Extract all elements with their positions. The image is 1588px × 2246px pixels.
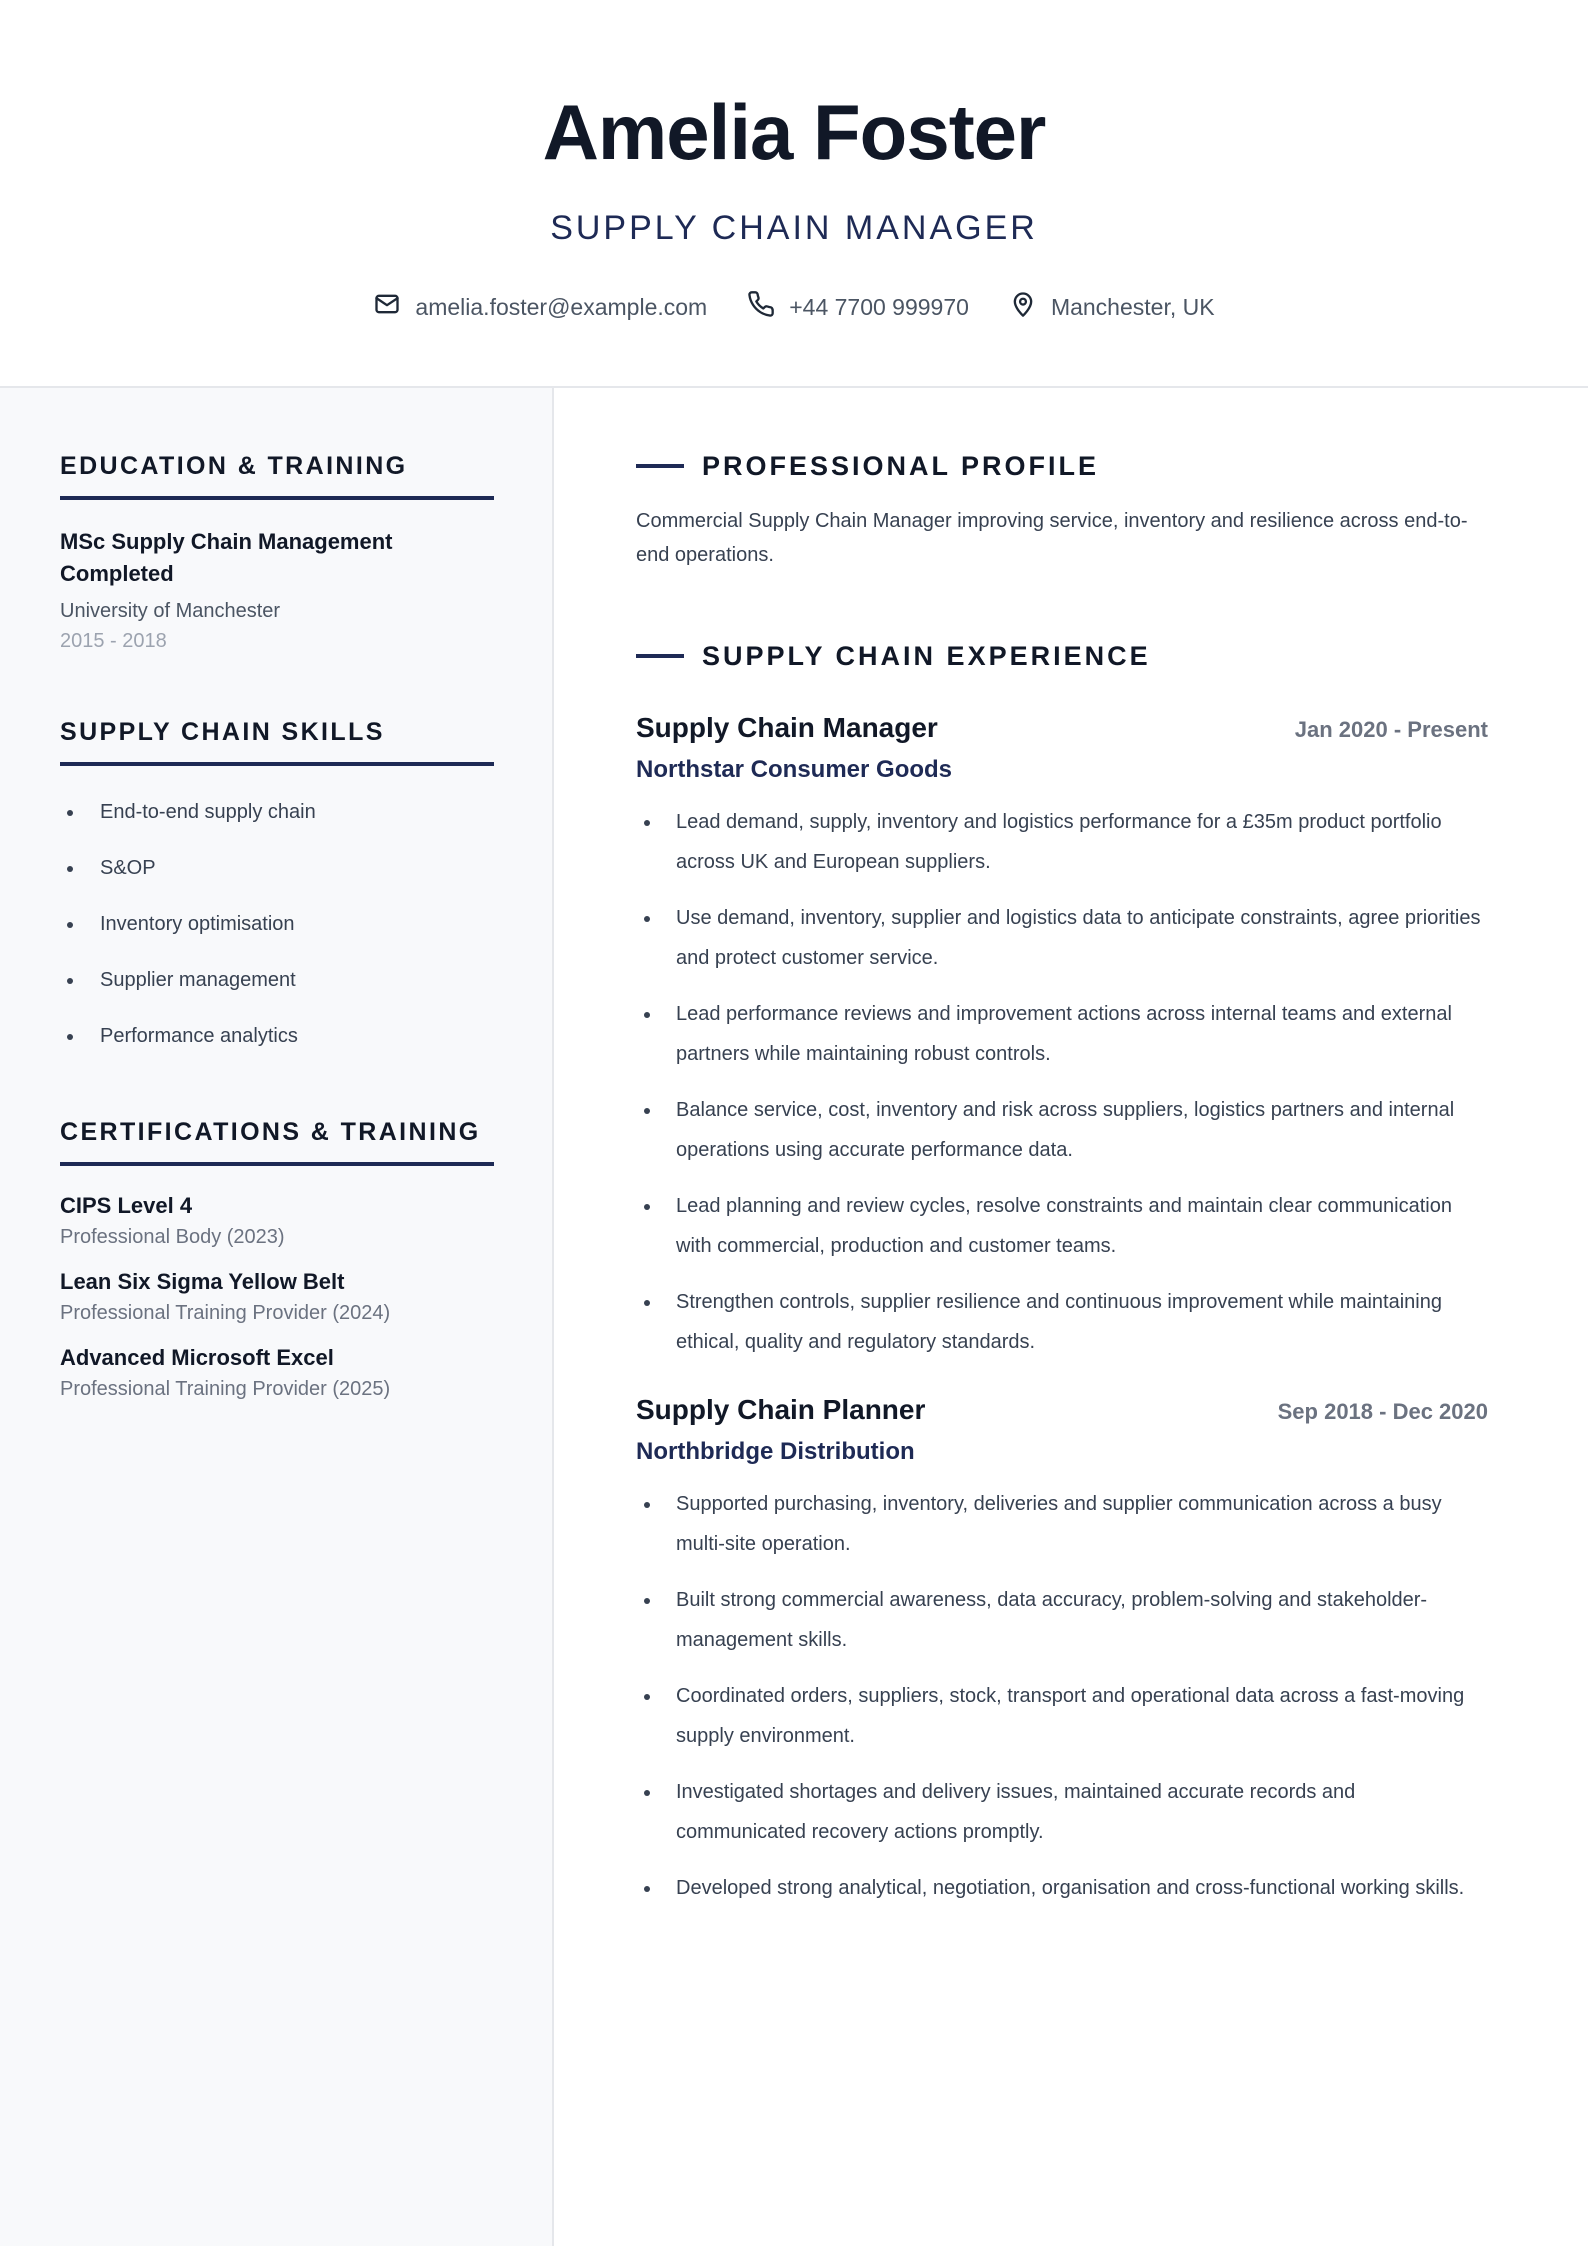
certification-item: [60, 1190, 494, 1252]
education-title: EDUCATION & TRAINING: [60, 450, 494, 500]
profile-title: [636, 448, 1488, 484]
phone-text: +44 7700 999970: [789, 293, 969, 320]
certification-name: Advanced Microsoft Excel: [60, 1345, 334, 1370]
experience-title-text: SUPPLY CHAIN EXPERIENCE: [702, 641, 1151, 671]
map-pin-icon: [1009, 290, 1037, 324]
certification-org: Professional Body (2023): [60, 1226, 285, 1248]
contact-phone[interactable]: [747, 290, 969, 324]
contact-email[interactable]: [373, 290, 707, 324]
list-item: Built strong commercial awareness, data accuracy, problem-solving and stakeholder-management skills.: [636, 1580, 1488, 1660]
job-dates: Jan 2020 - Present: [1294, 717, 1488, 742]
list-item: Supported purchasing, inventory, deliveries and supplier communication across a busy multi-site operation.: [636, 1484, 1488, 1564]
education-section: [60, 450, 494, 656]
job-dates: Sep 2018 - Dec 2020: [1277, 1399, 1488, 1424]
skills-list: [60, 784, 494, 1064]
skills-section: [60, 716, 494, 1064]
education-school: University of Manchester: [60, 600, 281, 622]
experience-section: [636, 638, 1488, 1924]
list-item: Inventory optimisation: [60, 896, 494, 952]
experience-title: [636, 638, 1488, 674]
list-item: Balance service, cost, inventory and risk across suppliers, logistics partners and internal operations using accurate performance data.: [636, 1090, 1488, 1170]
job-company: Northstar Consumer Goods: [636, 756, 953, 783]
candidate-role: SUPPLY CHAIN MANAGER: [550, 209, 1038, 247]
job-entry: [636, 710, 1488, 1362]
list-item: Lead demand, supply, inventory and logistics performance for a £35m product portfolio across UK and European suppliers.: [636, 802, 1488, 882]
certifications-section: [60, 1116, 494, 1404]
title-accent-bar: [636, 654, 684, 658]
job-bullets: [636, 1484, 1488, 1908]
resume-header: [0, 0, 1588, 386]
location-text: Manchester, UK: [1050, 293, 1215, 320]
list-item: Lead planning and review cycles, resolve constraints and maintain clear communication with commercial, production and customer teams.: [636, 1186, 1488, 1266]
candidate-name: Amelia Foster: [542, 88, 1046, 176]
job-company: Northbridge Distribution: [636, 1438, 915, 1465]
job-header: [636, 710, 1488, 746]
list-item: Supplier management: [60, 952, 494, 1008]
mail-icon: [373, 290, 401, 324]
profile-section: [636, 448, 1488, 572]
education-years: 2015 - 2018: [60, 630, 167, 652]
certifications-title: CERTIFICATIONS & TRAINING: [60, 1116, 494, 1166]
list-item: Use demand, inventory, supplier and logistics data to anticipate constraints, agree priorities and protect customer service.: [636, 898, 1488, 978]
list-item: Coordinated orders, suppliers, stock, transport and operational data across a fast-moving supply environment.: [636, 1676, 1488, 1756]
phone-icon: [747, 290, 775, 324]
profile-title-text: PROFESSIONAL PROFILE: [702, 451, 1100, 481]
certification-org: Professional Training Provider (2024): [60, 1302, 391, 1324]
list-item: S&OP: [60, 840, 494, 896]
certification-item: [60, 1342, 494, 1404]
certification-name: CIPS Level 4: [60, 1193, 193, 1218]
sidebar: [0, 388, 554, 2246]
list-item: Investigated shortages and delivery issues, maintained accurate records and communicated recovery actions promptly.: [636, 1772, 1488, 1852]
job-title: Supply Chain Manager: [636, 712, 938, 743]
profile-text: Commercial Supply Chain Manager improving service, inventory and resilience across end-to-end operations.: [636, 510, 1468, 566]
job-header: [636, 1392, 1488, 1428]
list-item: Developed strong analytical, negotiation, organisation and cross-functional working skills.: [636, 1868, 1488, 1908]
title-accent-bar: [636, 464, 684, 468]
list-item: End-to-end supply chain: [60, 784, 494, 840]
list-item: Strengthen controls, supplier resilience and continuous improvement while maintaining ethical, quality and regulatory standards.: [636, 1282, 1488, 1362]
job-bullets: [636, 802, 1488, 1362]
skills-title: SUPPLY CHAIN SKILLS: [60, 716, 494, 766]
job-entry: [636, 1392, 1488, 1908]
job-title: Supply Chain Planner: [636, 1394, 926, 1425]
list-item: Lead performance reviews and improvement actions across internal teams and external partners while maintaining robust controls.: [636, 994, 1488, 1074]
certification-org: Professional Training Provider (2025): [60, 1378, 391, 1400]
contact-row: [0, 290, 1588, 324]
certification-item: [60, 1266, 494, 1328]
certification-name: Lean Six Sigma Yellow Belt: [60, 1269, 345, 1294]
email-text: amelia.foster@example.com: [415, 293, 708, 320]
contact-location: [1009, 290, 1215, 324]
education-degree: MSc Supply Chain Management Completed: [60, 529, 393, 586]
list-item: Performance analytics: [60, 1008, 494, 1064]
